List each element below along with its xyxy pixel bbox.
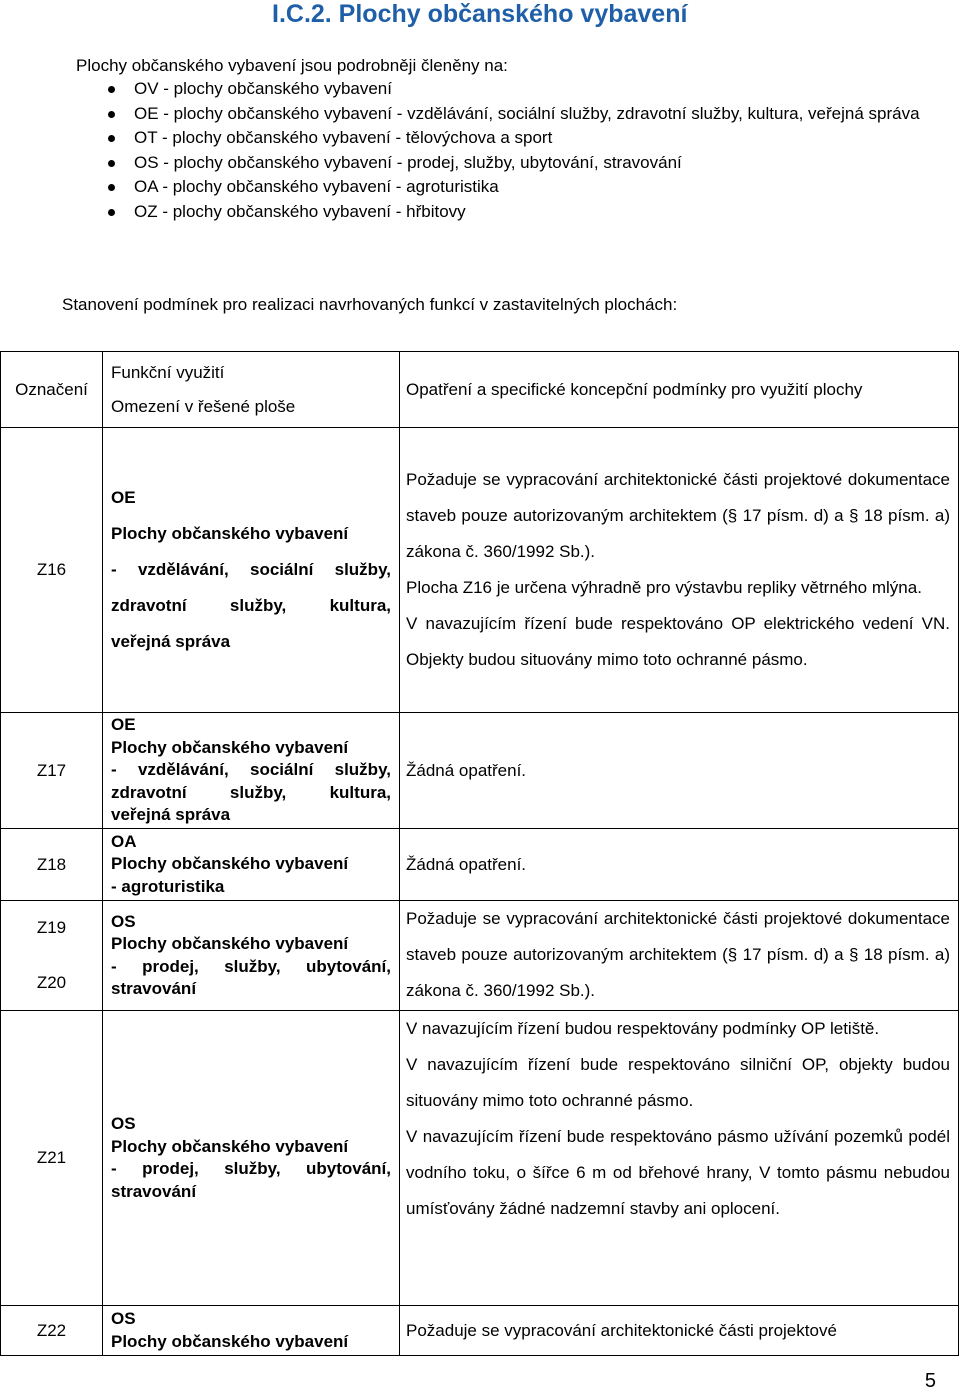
row-mark-z20: Z20 [36, 972, 67, 992]
row-conditions [400, 428, 959, 713]
function-line: OE [111, 715, 136, 735]
row-conditions [400, 829, 959, 901]
function-line: - vzdělávání, sociální služby, [111, 560, 391, 579]
header-function-2: Omezení v řešené ploše [111, 396, 296, 416]
row-conditions [400, 1011, 959, 1306]
function-line: Plochy občanského vybavení [111, 524, 349, 543]
row-mark: Z22 [1, 1306, 103, 1356]
function-line: zdravotní služby, kultura, [111, 782, 391, 802]
row-mark: Z16 [1, 428, 103, 713]
mark-stack [1, 901, 102, 1010]
function-line: Plochy občanského vybavení [111, 1136, 349, 1156]
function-line: - vzdělávání, sociální služby, [111, 760, 391, 780]
table-row [1, 1011, 959, 1306]
row-function [103, 713, 400, 829]
row-function [103, 901, 400, 1011]
function-line: Plochy občanského vybavení [111, 854, 349, 874]
list-item: OV - plochy občanského vybavení [76, 77, 946, 102]
condition-text: Žádná opatření. [406, 760, 527, 780]
function-line: OS [111, 911, 136, 931]
page-number: 5 [924, 1370, 936, 1392]
row-function [103, 1011, 400, 1306]
function-line: - prodej, služby, ubytování, [111, 956, 391, 976]
function-line: OA [111, 831, 137, 851]
row-conditions [400, 901, 959, 1011]
row-function [103, 829, 400, 901]
row-function [103, 1306, 400, 1356]
function-line: stravování [111, 1181, 197, 1201]
row-conditions [400, 713, 959, 829]
list-item: OT - plochy občanského vybavení - tělovýchova a sport [76, 126, 946, 151]
row-mark [1, 901, 103, 1011]
row-mark: Z17 [1, 713, 103, 829]
function-line: veřejná správa [111, 805, 231, 825]
function-line: OE [111, 488, 136, 507]
table-row [1, 1306, 959, 1356]
section-heading: I.C.2. Plochy občanského vybavení [272, 0, 688, 28]
list-item: OS - plochy občanského vybavení - prodej, služby, ubytování, stravování [76, 151, 946, 176]
condition-text: V navazujícím řízení bude respektováno pásmo užívání pozemků podél vodního toku, o šířce 6 m od břehové hrany, V tomto pásmu nebudou umísťovány žádné nadzemní stavby ani oplocení. [406, 1127, 950, 1218]
list-item: OZ - plochy občanského vybavení - hřbitovy [76, 200, 946, 225]
function-line: Plochy občanského vybavení [111, 1331, 349, 1351]
condition-text: V navazujícím řízení budou respektovány podmínky OP letiště. [406, 1019, 880, 1038]
function-line: stravování [111, 979, 197, 998]
category-list [76, 77, 946, 224]
function-line: zdravotní služby, kultura, [111, 596, 391, 615]
table-header-row [1, 352, 959, 428]
function-line: Plochy občanského vybavení [111, 934, 349, 953]
row-function [103, 428, 400, 713]
header-function [103, 352, 400, 428]
table-row [1, 829, 959, 901]
function-line: - prodej, služby, ubytování, [111, 1159, 391, 1178]
subheading: Stanovení podmínek pro realizaci navrhovaných funkcí v zastavitelných plochách: [62, 295, 678, 314]
list-item: OE - plochy občanského vybavení - vzdělávání, sociální služby, zdravotní služby, kultura, veřejná správa [76, 102, 946, 127]
row-mark-z19: Z19 [36, 918, 67, 938]
function-line: OS [111, 1309, 136, 1328]
condition-text: V navazujícím řízení bude respektováno OP elektrického vedení VN. Objekty budou situovány mimo toto ochranné pásmo. [406, 614, 950, 669]
table-row [1, 713, 959, 829]
row-conditions [400, 1306, 959, 1356]
row-mark: Z21 [1, 1011, 103, 1306]
condition-text: V navazujícím řízení bude respektováno silniční OP, objekty budou situovány mimo toto ochranné pásmo. [406, 1055, 950, 1110]
table-row [1, 901, 959, 1011]
table-row [1, 428, 959, 713]
header-mark: Označení [1, 352, 103, 428]
condition-text: Požaduje se vypracování architektonické části projektové [406, 1320, 837, 1340]
conditions-table [0, 351, 959, 1356]
row-mark: Z18 [1, 829, 103, 901]
intro-text: Plochy občanského vybavení jsou podrobněji členěny na: [76, 56, 508, 75]
list-item: OA - plochy občanského vybavení - agroturistika [76, 175, 946, 200]
condition-text: Žádná opatření. [406, 854, 527, 874]
function-line: - agroturistika [111, 876, 225, 896]
function-line: OS [111, 1114, 136, 1133]
function-line: Plochy občanského vybavení [111, 737, 349, 757]
condition-text: Požaduje se vypracování architektonické části projektové dokumentace staveb pouze autorizovaným architektem (§ 17 písm. d) a § 18 písm. a) zákona č. 360/1992 Sb.). [406, 909, 950, 1000]
header-function-1: Funkční využití [111, 362, 225, 382]
function-line: veřejná správa [111, 632, 231, 651]
condition-text: Požaduje se vypracování architektonické části projektové dokumentace staveb pouze autorizovaným architektem (§ 17 písm. d) a § 18 písm. a) zákona č. 360/1992 Sb.). [406, 470, 950, 561]
header-conditions: Opatření a specifické koncepční podmínky pro využití plochy [400, 352, 959, 428]
condition-text: Plocha Z16 je určena výhradně pro výstavbu repliky větrného mlýna. [406, 578, 922, 597]
